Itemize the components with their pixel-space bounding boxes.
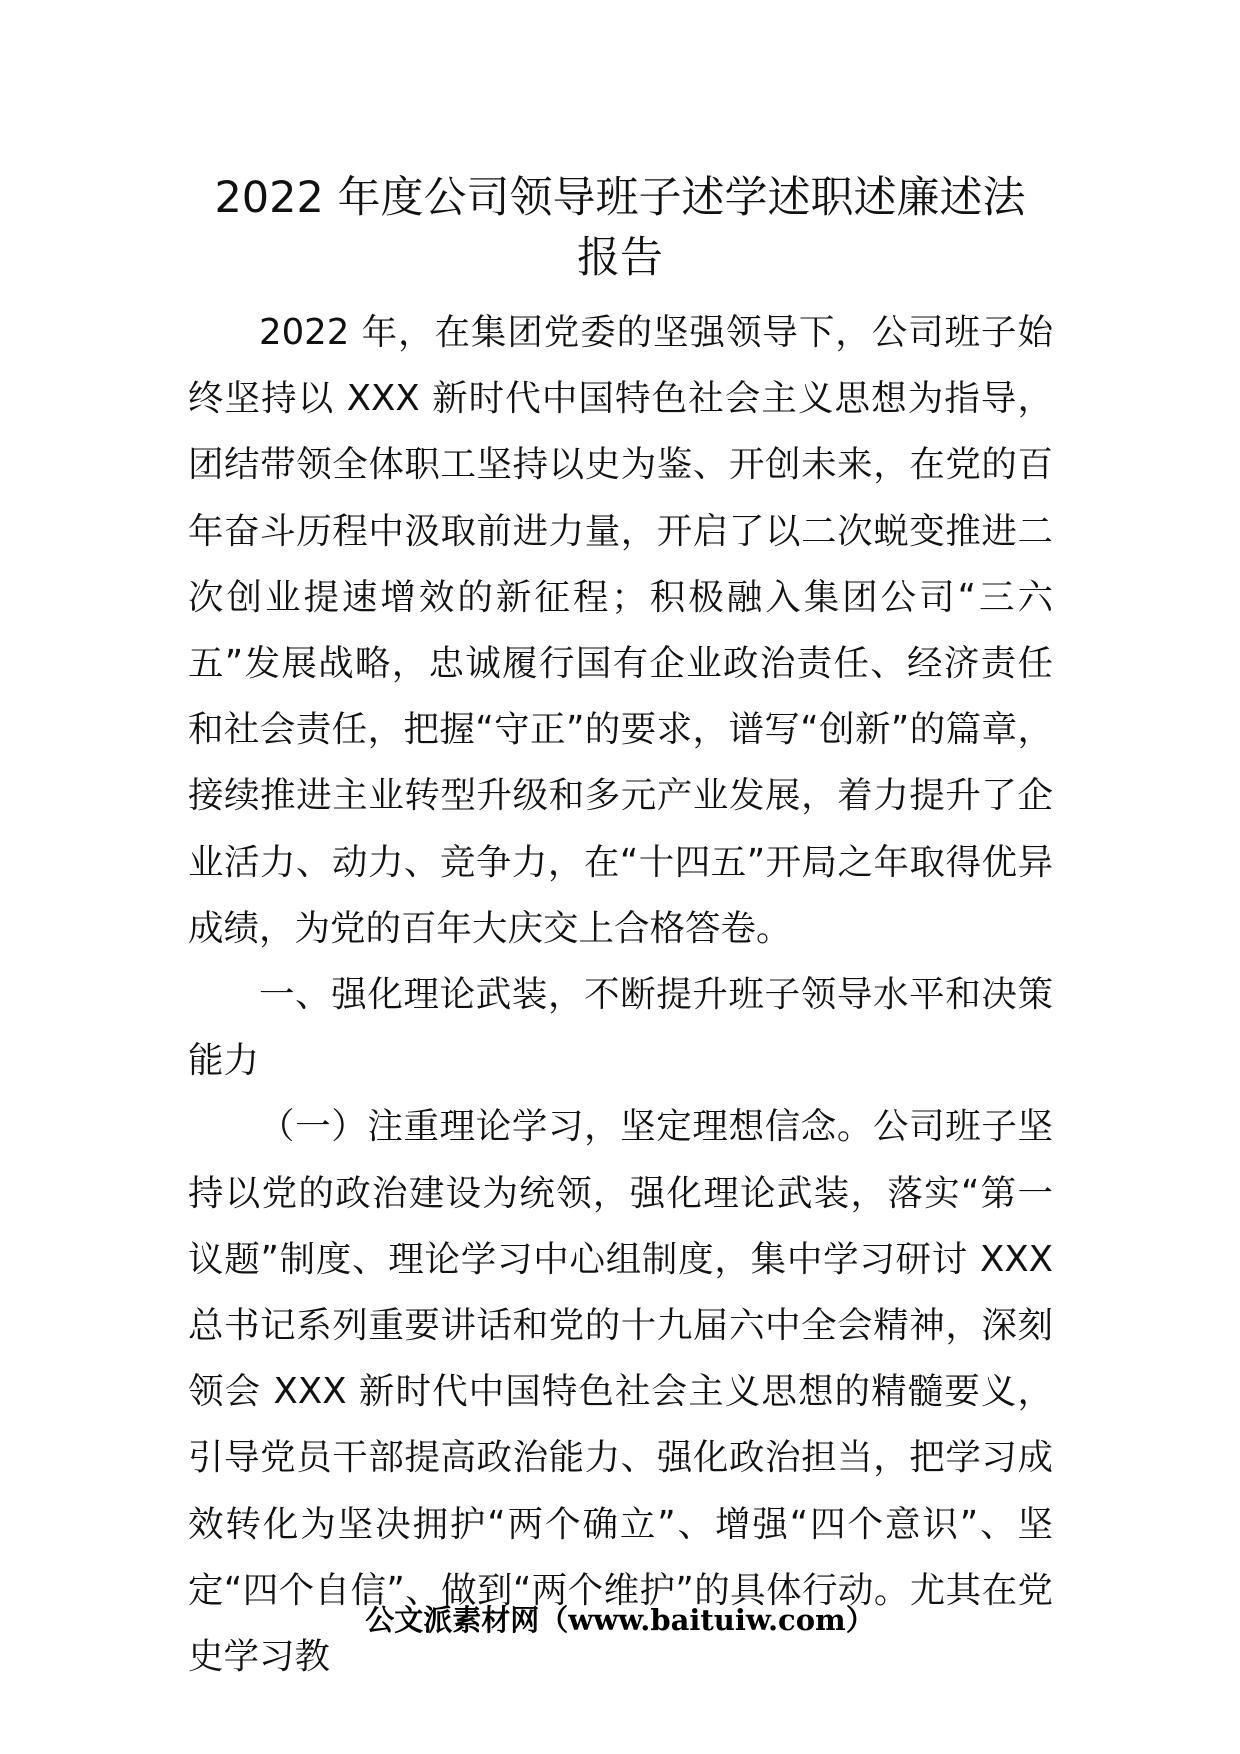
document-title [185, 168, 1055, 288]
document-body [188, 300, 1053, 1690]
section-1-subsection-1-paragraph: （一）注重理论学习，坚定理想信念。公司班子坚持以党的政治建设为统领，强化理论武装，落实“第一议题”制度、理论学习中心组制度，集中学习研讨 XXX 总书记系列重要讲话和党的十九届六中全会精神，深刻领会 XXX 新时代中国特色社会主义思想的精髓要义，引导党员干部提高政治能力、强化政治担当，把学习成效转化为坚决拥护“两个确立”、增强“四个意识”、坚定“四个自信”、做到“两个维护”的具体行动。尤其在党史学习教 [188, 1106, 1053, 1678]
intro-paragraph: 2022 年，在集团党委的坚强领导下，公司班子始终坚持以 XXX 新时代中国特色社会主义思想为指导，团结带领全体职工坚持以史为鉴、开创未来，在党的百年奋斗历程中汲取前进力量，开启了以二次蜕变推进二次创业提速增效的新征程；积极融入集团公司“三六五”发展战略，忠诚履行国有企业政治责任、经济责任和社会责任，把握“守正”的要求，谱写“创新”的篇章，接续推进主业转型升级和多元产业发展，着力提升了企业活力、动力、竞争力，在“十四五”开局之年取得优异成绩，为党的百年大庆交上合格答卷。 [188, 312, 1053, 949]
section-1-heading: 一、强化理论武装，不断提升班子领导水平和决策能力 [188, 974, 1053, 1082]
footer-watermark: 公文派素材网（www.baituiw.com） [365, 1603, 875, 1637]
title-line-1: 2022 年度公司领导班子述学述职述廉述法 [214, 173, 1026, 223]
title-line-2: 报告 [577, 233, 663, 283]
